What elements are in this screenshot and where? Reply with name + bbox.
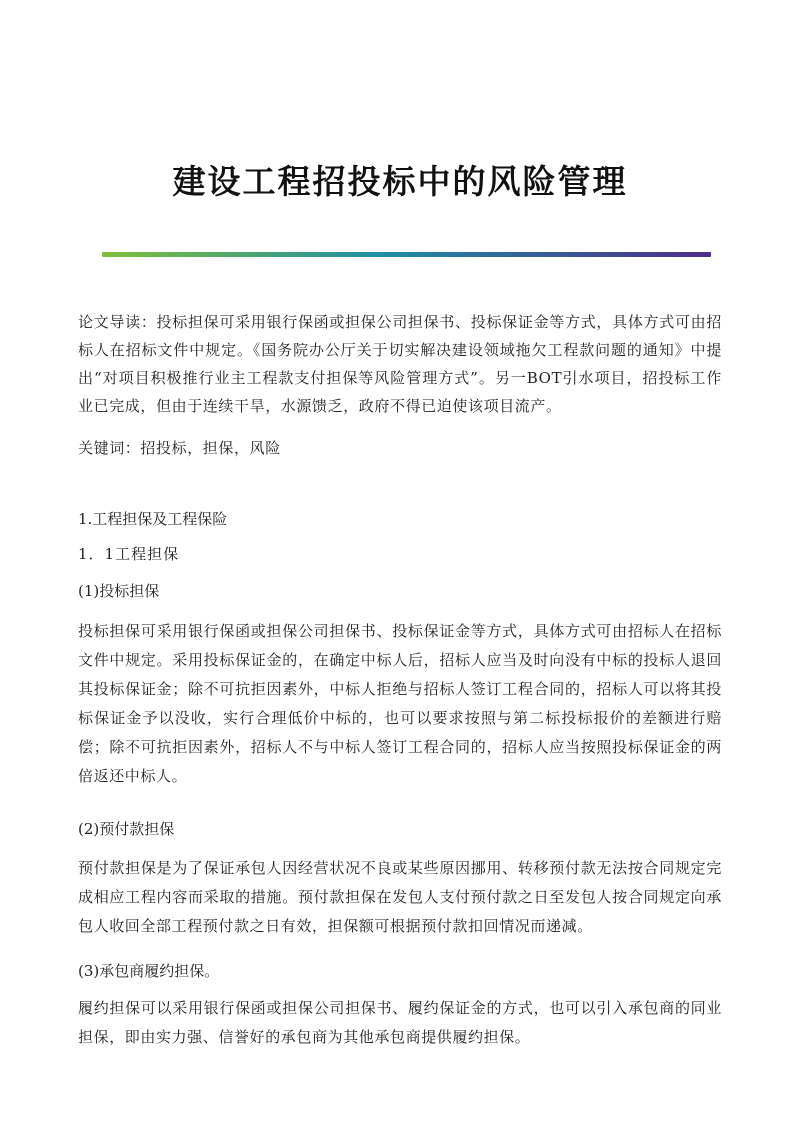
abstract-paragraph: 论文导读：投标担保可采用银行保函或担保公司担保书、投标保证金等方式，具体方式可由招标人在招标文件中规定。《国务院办公厅关于切实解决建设领域拖欠工程款问题的通知》中提出“对项目积极推行业主工程款支付担保等风险管理方式”。另一BOT引水项目，招投标工作业已完成，但由于连续干旱，水源馈乏，政府不得已迫使该项目流产。 [78,313,722,415]
subsection-heading-advance-payment: (2)预付款担保 [78,820,175,838]
section-heading-1: 1.工程担保及工程保险 [78,510,228,528]
paragraph-bid-guarantee: 投标担保可采用银行保函或担保公司担保书、投标保证金等方式，具体方式可由招标人在招标文件中规定。采用投标保证金的，在确定中标人后，招标人应当及时向没有中标的投标人退回其投标保证金；除不可抗拒因素外，中标人拒绝与招标人签订工程合同的，招标人可以将其投标保证金予以没收，实行合理低价中标的，也可以要求按照与第二标投标报价的差额进行赔偿；除不可抗拒因素外，招标人不与中标人签订工程合同的，招标人应当按照投标保证金的两倍返还中标人。 [78,622,722,785]
paragraph-performance-guarantee: 履约担保可以采用银行保函或担保公司担保书、履约保证金的方式，也可以引入承包商的同业担保，即由实力强、信誉好的承包商为其他承包商提供履约担保。 [78,999,722,1046]
section-heading-1-1: 1．1工程担保 [78,545,180,563]
page-title: 建设工程招投标中的风险管理 [172,162,628,201]
paragraph-advance-payment: 预付款担保是为了保证承包人因经营状况不良或某些原因挪用、转移预付款无法按合同规定完成相应工程内容而采取的措施。预付款担保在发包人支付预付款之日至发包人按合同规定向承包人收回全部工程预付款之日有效，担保额可根据预付款扣回情况而递减。 [78,859,722,935]
keywords-line: 关键词：招投标，担保，风险 [78,439,281,457]
subsection-heading-performance-guarantee: (3)承包商履约担保。 [78,962,220,980]
title-divider [102,252,711,257]
subsection-heading-bid-guarantee: (1)投标担保 [78,582,160,600]
